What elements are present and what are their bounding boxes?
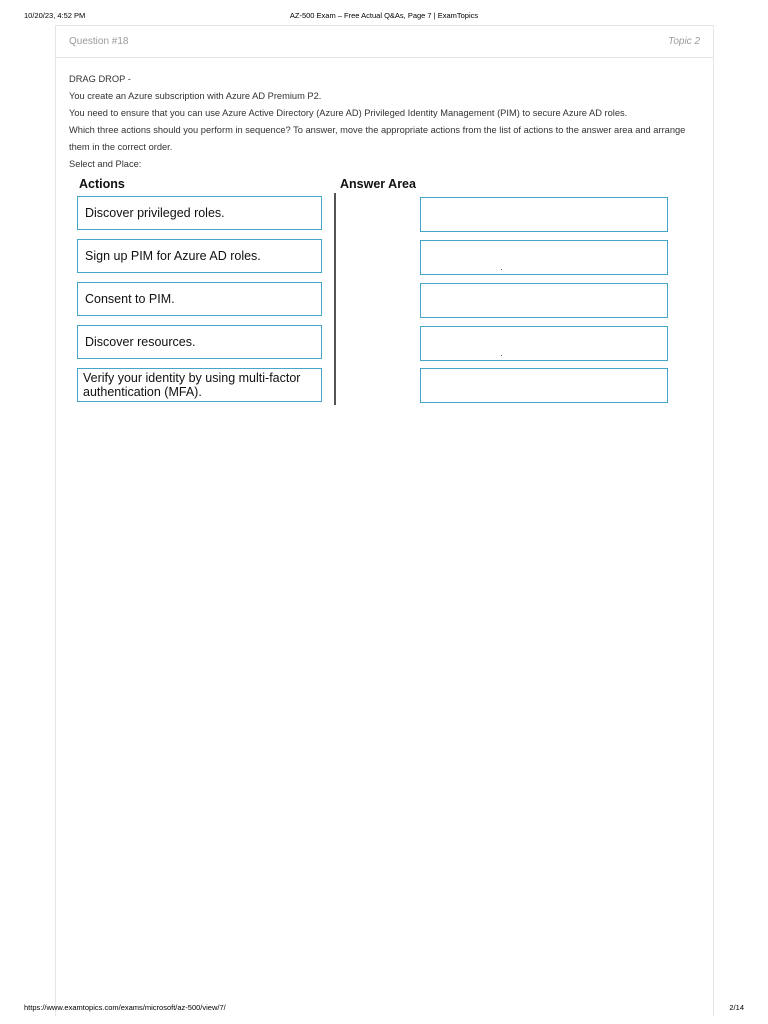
action-item-discover-privileged-roles[interactable]: Discover privileged roles. [77,196,322,230]
actions-heading: Actions [79,177,125,191]
print-datetime: 10/20/23, 4:52 PM [24,11,86,20]
slot-marker [501,269,502,270]
action-item-consent-to-pim[interactable]: Consent to PIM. [77,282,322,316]
question-select-place-label: Select and Place: [69,159,142,169]
answer-slot-1[interactable] [420,197,668,232]
print-page-title: AZ-500 Exam – Free Actual Q&As, Page 7 | ExamTopics [289,11,479,20]
question-text-line: You create an Azure subscription with Azure AD Premium P2. [69,91,322,101]
print-footer [24,1003,744,1013]
answer-area-heading: Answer Area [340,177,416,191]
action-item-discover-resources[interactable]: Discover resources. [77,325,322,359]
question-type: DRAG DROP - [69,74,131,84]
answer-slot-2[interactable] [420,240,668,275]
action-item-sign-up-pim[interactable]: Sign up PIM for Azure AD roles. [77,239,322,273]
question-card-header [56,26,713,58]
slot-marker [501,355,502,356]
print-header [24,11,744,21]
question-body [69,71,699,173]
answer-slot-5[interactable] [420,368,668,403]
question-number: Question #18 [69,36,129,47]
print-url: https://www.examtopics.com/exams/microsoft/az-500/view/7/ [24,1003,226,1012]
question-text-line: You need to ensure that you can use Azure Active Directory (Azure AD) Privileged Identity Management (PIM) to secure Azure AD roles. [69,108,628,118]
question-instruction: Which three actions should you perform in sequence? To answer, move the appropriate actions from the list of actions to the answer area and arrange them in the correct order. [69,125,686,152]
action-item-verify-identity-mfa[interactable]: Verify your identity by using multi-factor authentication (MFA). [77,368,322,402]
print-page-number: 2/14 [729,1003,744,1012]
question-topic: Topic 2 [668,36,700,47]
answer-slot-3[interactable] [420,283,668,318]
actions-answer-divider [334,193,336,405]
answer-slot-4[interactable] [420,326,668,361]
drag-drop-area [72,172,678,412]
